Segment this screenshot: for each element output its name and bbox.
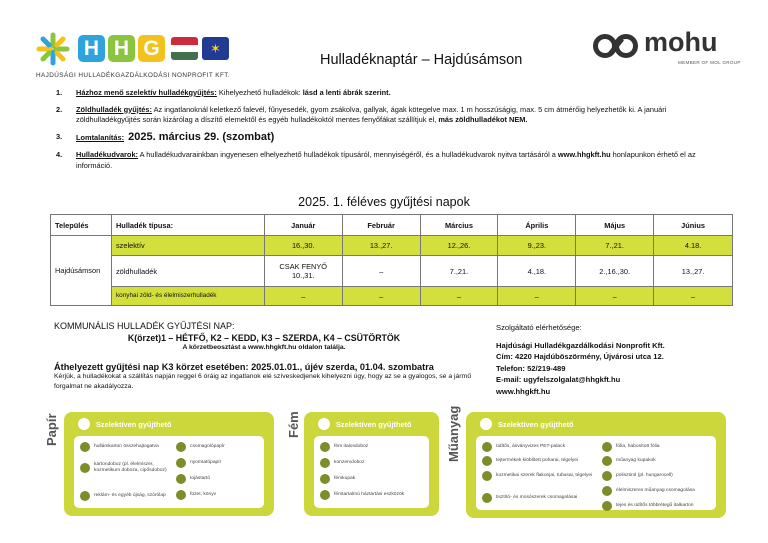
book-icon: [176, 490, 186, 500]
item-bold-text: más zöldhulladékot NEM.: [438, 115, 528, 125]
list-item: [320, 442, 420, 452]
hhg-letter: H: [108, 35, 135, 62]
item-text: A hulladékudvarainkban ingyenesen elhelyezhető hulladékok típusáról, mennyiségéről, és a hulladékudvarok nyitva tartásáról a: [138, 150, 558, 160]
list-item: [320, 474, 420, 484]
beverage-carton-icon: [602, 501, 612, 511]
mohu-symbol-icon: [592, 32, 640, 62]
polystyrene-icon: [602, 471, 612, 481]
printer-paper-icon: [176, 458, 186, 468]
list-item: [482, 442, 597, 452]
mohu-logo: [592, 27, 742, 70]
info-item-waste-yards: [56, 150, 726, 171]
district-note: A körzetbeosztást a www.hhgkft.hu oldalon találja.: [182, 344, 346, 352]
contact-website[interactable]: www.hhgkft.hu: [496, 386, 551, 396]
tin-can-icon: [320, 458, 330, 468]
contact-email[interactable]: E-mail: ugyfelszolgalat@hhgkft.hu: [496, 375, 621, 385]
list-item: [602, 442, 714, 452]
hhg-snowflake-icon: [36, 32, 70, 66]
cardboard-icon: [80, 442, 90, 452]
item-heading: Lomtalanítás:: [76, 132, 125, 142]
contact-phone: Telefon: 52/219-489: [496, 363, 566, 373]
list-item: [80, 491, 172, 501]
panel-header: [318, 418, 412, 430]
column-header: Március: [420, 215, 498, 236]
column-header: Április: [498, 215, 576, 236]
item-number: 1.: [56, 88, 63, 97]
panel-header-text: Szelektíven gyűjthető: [96, 419, 172, 429]
item-heading: Házhoz menő szelektív hulladékgyűjtés:: [76, 88, 217, 97]
paper-panel: [64, 412, 274, 516]
box-icon: [80, 463, 90, 473]
contact-company: Hajdúsági Hulladékgazdálkodási Nonprofit Kft.: [496, 340, 665, 350]
contact-address: Cím: 4220 Hajdúböszörmény, Újvárosi utca 12.: [496, 352, 664, 362]
table-cell: –: [342, 256, 420, 287]
food-packaging-icon: [602, 486, 612, 496]
eu-flag-icon: ✶: [202, 37, 229, 60]
bulky-waste-date: 2025. március 29. (szombat): [128, 130, 275, 143]
pot-icon: [320, 490, 330, 500]
table-cell: –: [420, 287, 498, 306]
settlement-cell: Hajdúsámson: [51, 236, 112, 306]
category-label-metal: Fém: [286, 411, 301, 438]
hhg-letter: H: [78, 35, 105, 62]
plastic-panel: [466, 412, 726, 518]
list-item-text: hullámkarton összehajtogatva: [94, 444, 159, 449]
schedule-table: [50, 214, 733, 306]
table-header-row: [51, 215, 733, 236]
detergent-bottle-icon: [482, 493, 492, 503]
list-item: [482, 493, 600, 503]
contact-label: Szolgáltató elérhetősége:: [496, 323, 582, 332]
table-cell: –: [576, 287, 654, 306]
metal-cap-icon: [320, 474, 330, 484]
category-label-plastic: Műanyag: [446, 405, 461, 462]
table-cell: 7.,21.: [420, 256, 498, 287]
list-item: [482, 456, 597, 466]
list-item: [176, 442, 261, 452]
list-item-text: műanyag kupakok: [616, 458, 656, 463]
website-link[interactable]: www.hhgkft.hu: [557, 150, 611, 160]
list-item-text: nyomtatópapír: [190, 460, 222, 465]
list-item-text: kozmetikai szerek flakonjai, tubusai, tégelyei: [496, 473, 593, 478]
column-header: Február: [342, 215, 420, 236]
list-item: [602, 471, 714, 481]
mohu-wordmark: mohu: [644, 27, 718, 57]
list-item-text: kartondoboz (pl. élelmiszer, kozmetikum doboza, cipősdoboz): [94, 462, 167, 473]
item-text: honlapunkon érhető el az információ.: [76, 150, 696, 170]
foil-icon: [602, 442, 612, 452]
contact-section: [496, 322, 756, 398]
drink-can-icon: [320, 442, 330, 452]
communal-waste-section: [54, 321, 474, 391]
hhg-letter: G: [138, 35, 165, 62]
list-item-text: élelmiszeres műanyag csomagolása: [616, 488, 695, 493]
plastic-cap-icon: [602, 456, 612, 466]
newspaper-icon: [80, 491, 90, 501]
list-item: [602, 456, 714, 466]
list-item: [482, 471, 597, 481]
table-cell: 4.,18.: [498, 256, 576, 287]
info-item-green-waste: [56, 105, 726, 126]
column-header: Június: [654, 215, 733, 236]
panel-body: [74, 436, 264, 508]
mohu-member-text: MEMBER OF MOL GROUP: [678, 60, 741, 65]
list-item: [320, 458, 420, 468]
table-cell: 12.,26.: [420, 236, 498, 256]
metal-panel: [304, 412, 439, 516]
yogurt-cup-icon: [482, 456, 492, 466]
panel-body: [314, 436, 429, 508]
list-item-text: üdítős, ásványvizes PET-palack: [496, 444, 566, 449]
list-item-text: fólia, habosított fólia: [616, 444, 660, 449]
recycle-icon: [78, 418, 90, 430]
list-item-text: fémtartalmú háztartási eszközök: [334, 492, 405, 497]
list-item-text: reklám- és egyéb újság, szórólap: [94, 493, 166, 498]
hungary-flag-icon: [171, 37, 198, 60]
item-heading: Zöldhulladék gyűjtés:: [76, 104, 152, 114]
list-item: [80, 462, 172, 474]
category-label-paper: Papír: [44, 413, 59, 446]
communal-days: K(örzet)1 – HÉTFŐ, K2 – KEDD, K3 – SZERDA, K4 – CSÜTÖRTÖK: [127, 332, 401, 343]
communal-heading: KOMMUNÁLIS HULLADÉK GYŰJTÉSI NAP:: [54, 321, 235, 331]
recycle-icon: [480, 418, 492, 430]
schedule-title: 2025. 1. féléves gyűjtési napok: [298, 195, 470, 209]
panel-header-text: Szelektíven gyűjthető: [498, 419, 574, 429]
table-cell: 9.,23.: [498, 236, 576, 256]
table-cell: 16.,30.: [264, 236, 342, 256]
table-row: [51, 287, 733, 306]
list-item: [176, 458, 261, 468]
table-cell: 7.,21.: [576, 236, 654, 256]
list-item: [602, 501, 714, 511]
table-cell: CSAK FENYŐ 10.,31.: [264, 256, 342, 287]
shift-text: Kérjük, a hulladékokat a szállítás napján reggel 6 óráig az ingatlanok elé szíveskedjenek kihelyezni úgy, hogy az se a gyalogos, se a jármű forgalmat ne akadályozza.: [54, 373, 471, 390]
list-item-text: fém italosdoboz: [334, 444, 369, 449]
pet-bottle-icon: [482, 442, 492, 452]
wrapping-paper-icon: [176, 442, 186, 452]
recycle-icon: [318, 418, 330, 430]
list-item: [320, 490, 425, 500]
table-cell: 4.18.: [654, 236, 733, 256]
list-item: [176, 474, 261, 484]
cosmetic-bottle-icon: [482, 471, 492, 481]
list-item-text: tejtermékek kiöblített poharai, tégelyei: [496, 458, 579, 463]
list-item-text: tejes és üdítős többrétegű italkarton: [616, 503, 694, 508]
list-item: [176, 490, 261, 500]
info-item-bulky-waste: [56, 132, 726, 144]
table-cell: –: [264, 287, 342, 306]
list-item-text: polisztirol (pl. hungarocell): [616, 473, 673, 478]
list-item-text: fémkupak: [334, 476, 356, 481]
list-item-text: füzet, könyv: [190, 492, 217, 497]
column-header: Település: [51, 215, 112, 236]
org-subtitle: HAJDÚSÁGI HULLADÉKGAZDÁLKODÁSI NONPROFIT KFT.: [36, 72, 231, 79]
column-header: Hulladék típusa:: [111, 215, 264, 236]
shift-heading: Áthelyezett gyűjtési nap K3 körzet esetében: 2025.01.01., újév szerda, 01.04. szombatra: [54, 361, 434, 372]
table-row: [51, 256, 733, 287]
item-text: Az ingatlanoknál keletkező falevél, fűnyesedék, gyom zsákolva, gallyak, ágak kötegelve max. 1 m hosszúságig, max. 5 cm átmérőig helyezhetők ki. A januári zöldhulladékgyűjtés során kizárólag a díszítő elemektől és egyéb hulladékoktól mentes fenyőfákat szállítjuk el,: [76, 104, 667, 125]
table-cell: 13.,27.: [654, 256, 733, 287]
page-title: Hulladéknaptár – Hajdúsámson: [320, 52, 523, 68]
table-cell: 2.,16.,30.: [576, 256, 654, 287]
hhg-logo: [36, 32, 246, 84]
info-item-selective: [56, 88, 726, 99]
info-list: [56, 88, 726, 178]
column-header: Január: [264, 215, 342, 236]
table-cell: –: [342, 287, 420, 306]
panel-body: [476, 436, 716, 510]
table-row: [51, 236, 733, 256]
table-cell: –: [498, 287, 576, 306]
item-text: Kihelyezhető hulladékok:: [216, 88, 303, 97]
list-item-text: tisztító- és mosószerek csomagolásai: [496, 495, 578, 500]
item-number: 4.: [56, 150, 63, 160]
panel-header: [78, 418, 172, 430]
panel-header-text: Szelektíven gyűjthető: [336, 419, 412, 429]
list-item: [80, 442, 172, 452]
list-item-text: konzervdoboz: [334, 460, 365, 465]
column-header: Május: [576, 215, 654, 236]
egg-carton-icon: [176, 474, 186, 484]
panel-header: [480, 418, 574, 430]
waste-type-cell: szelektív: [111, 236, 264, 256]
item-number: 3.: [56, 131, 63, 141]
list-item-text: csomagolópapír: [190, 444, 225, 449]
table-cell: 13.,27.: [342, 236, 420, 256]
list-item-text: tojástartó: [190, 476, 211, 481]
table-cell: –: [654, 287, 733, 306]
item-number: 2.: [56, 104, 63, 114]
item-bold-text: lásd a lenti ábrák szerint.: [302, 88, 391, 97]
list-item: [602, 486, 714, 496]
item-heading: Hulladékudvarok:: [76, 150, 139, 160]
waste-type-cell: konyhai zöld- és élelmiszerhulladék: [111, 287, 264, 306]
waste-type-cell: zöldhulladék: [111, 256, 264, 287]
